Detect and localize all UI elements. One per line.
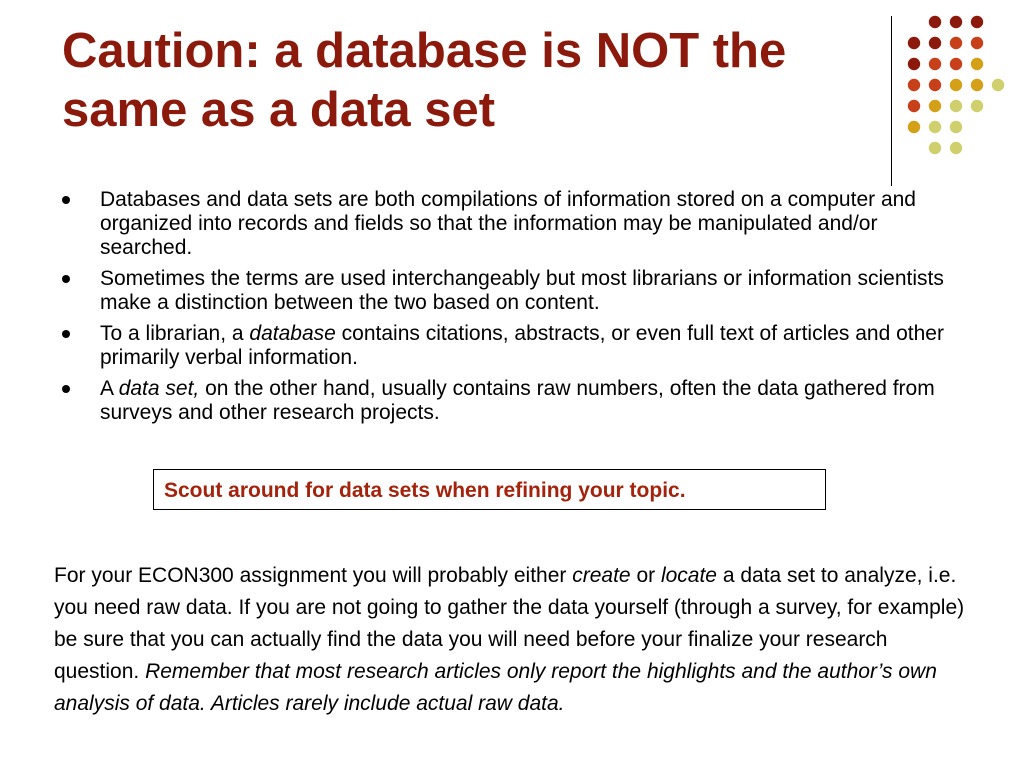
bullet-item (62, 267, 962, 315)
bullet-dot-icon (62, 196, 70, 204)
text-run: contains citations, abstracts, or even full text of articles and other primarily verbal information. (100, 322, 944, 369)
decorative-dot (971, 58, 983, 70)
title-divider-line (891, 16, 892, 186)
decorative-dot (908, 121, 920, 133)
decorative-dot (908, 79, 920, 91)
bullet-item (62, 188, 962, 260)
text-run: or (630, 564, 661, 587)
callout-box: Scout around for data sets when refining your topic. (153, 469, 826, 510)
decorative-dot (929, 79, 941, 91)
bullet-dot-icon (62, 330, 70, 338)
slide-title: Caution: a database is NOT the same as a data set (62, 24, 787, 137)
decorative-dot-grid (906, 14, 1006, 164)
bullet-dot-icon (62, 275, 70, 283)
text-run: Databases and data sets are both compilations of information stored on a computer and organized into records and fields so that the information may be manipulated and/or searched. (100, 188, 916, 259)
emphasized-text: data set, (118, 377, 200, 400)
decorative-dot (929, 58, 941, 70)
decorative-dot (929, 142, 941, 154)
decorative-dot (950, 142, 962, 154)
decorative-dot (908, 37, 920, 49)
bullet-list (62, 188, 962, 432)
decorative-dot (971, 16, 983, 28)
decorative-dot (992, 79, 1004, 91)
bullet-item (62, 322, 962, 370)
decorative-dot (929, 37, 941, 49)
emphasized-text: database (249, 322, 336, 345)
decorative-dot (971, 37, 983, 49)
assignment-paragraph (54, 560, 974, 720)
text-run: Sometimes the terms are used interchangeably but most librarians or information scientists make a distinction between the two based on content. (100, 267, 944, 314)
emphasized-text: locate (660, 564, 717, 587)
decorative-dot (929, 100, 941, 112)
decorative-dot (908, 58, 920, 70)
decorative-dot (929, 121, 941, 133)
emphasized-text: Remember that most research articles only report the highlights and the author’s own analysis of data. Articles rarely include actual raw data. (54, 660, 937, 715)
bullet-dot-icon (62, 385, 70, 393)
decorative-dot (950, 79, 962, 91)
text-run: on the other hand, usually contains raw numbers, often the data gathered from surveys and other research projects. (100, 377, 935, 424)
text-run: To a librarian, a (100, 322, 250, 345)
decorative-dot (971, 100, 983, 112)
decorative-dot (929, 16, 941, 28)
decorative-dot (950, 121, 962, 133)
decorative-dot (950, 16, 962, 28)
decorative-dot (971, 79, 983, 91)
decorative-dot (950, 37, 962, 49)
text-run: A (100, 377, 119, 400)
bullet-item (62, 377, 962, 425)
decorative-dot (908, 100, 920, 112)
decorative-dot (950, 100, 962, 112)
decorative-dot (950, 58, 962, 70)
text-run: For your ECON300 assignment you will probably either (54, 564, 573, 587)
emphasized-text: create (572, 564, 631, 587)
text-run: a data set to analyze, i.e. you need raw data. If you are not going to gather the data yourself (through a survey, for example) be sure that you can actually find the data you will need before your finalize your research question. (54, 564, 965, 683)
